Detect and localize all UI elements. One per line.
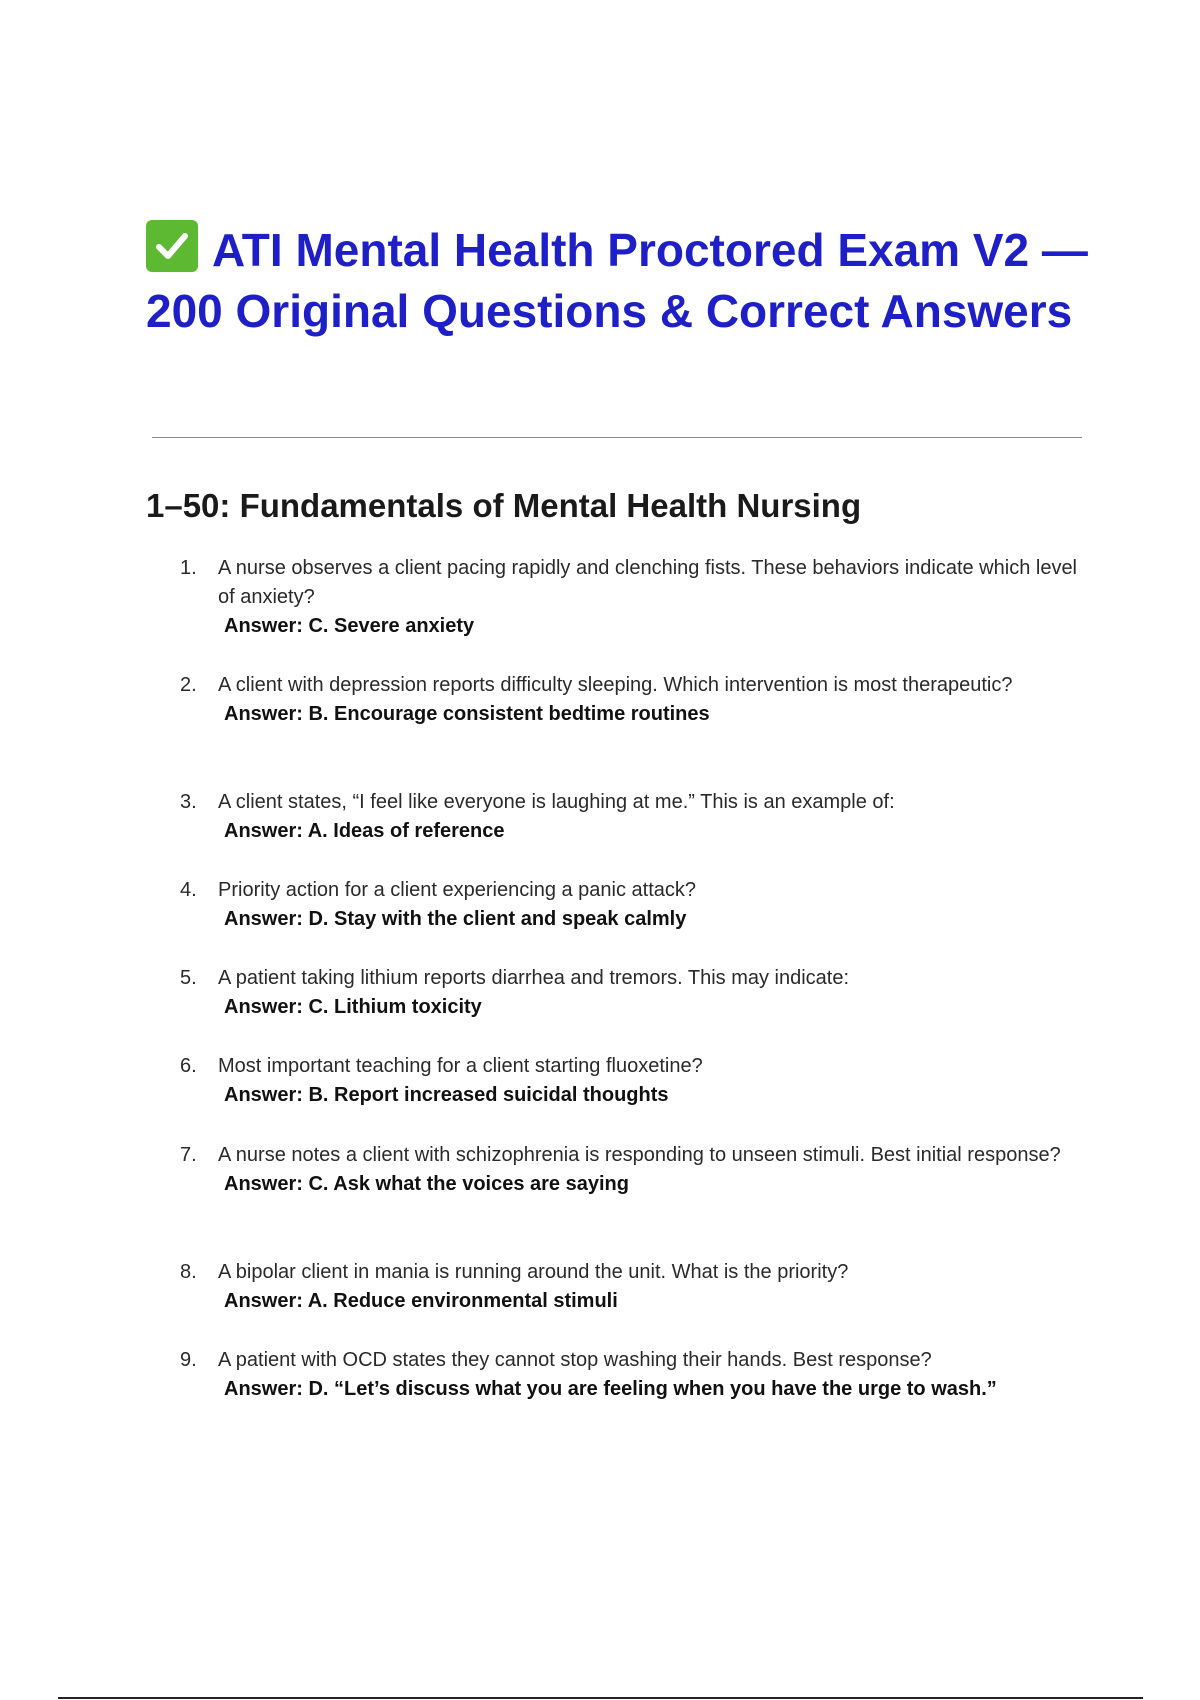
question-number: 6. xyxy=(180,1055,197,1077)
question-answer: Answer: C. Lithium toxicity xyxy=(224,996,482,1018)
question-text: Most important teaching for a client starting fluoxetine? xyxy=(218,1055,703,1077)
question-text: A nurse observes a client pacing rapidly and clenching fists. These behaviors indicate which level of anxiety? xyxy=(218,557,1078,608)
question-text: A patient taking lithium reports diarrhea and tremors. This may indicate: xyxy=(218,967,850,989)
question-text: A bipolar client in mania is running around the unit. What is the priority? xyxy=(218,1261,849,1283)
page-bottom-border xyxy=(58,1697,1143,1699)
question-number: 5. xyxy=(180,967,197,989)
question-answer: Answer: C. Severe anxiety xyxy=(224,615,475,637)
question-answer: Answer: D. “Let’s discuss what you are feeling when you have the urge to wash.” xyxy=(224,1378,997,1400)
question-answer: Answer: A. Reduce environmental stimuli xyxy=(224,1290,618,1312)
question-number: 4. xyxy=(180,879,197,901)
question-number: 7. xyxy=(180,1144,197,1166)
question-number: 3. xyxy=(180,791,197,813)
horizontal-divider xyxy=(152,437,1082,438)
question-text: A patient with OCD states they cannot stop washing their hands. Best response? xyxy=(218,1349,932,1371)
question-number: 1. xyxy=(180,557,197,579)
question-answer: Answer: A. Ideas of reference xyxy=(224,820,505,842)
question-answer: Answer: C. Ask what the voices are saying xyxy=(224,1173,629,1195)
question-answer: Answer: D. Stay with the client and speak calmly xyxy=(224,908,687,930)
document-title xyxy=(146,220,1106,342)
question-number: 9. xyxy=(180,1349,197,1371)
document-title-text: ATI Mental Health Proctored Exam V2 — 200 Original Questions & Correct Answers xyxy=(146,224,1088,337)
question-number: 8. xyxy=(180,1261,197,1283)
question-text: Priority action for a client experiencing a panic attack? xyxy=(218,879,697,901)
question-text: A client states, “I feel like everyone is laughing at me.” This is an example of: xyxy=(218,791,895,813)
question-text: A nurse notes a client with schizophrenia is responding to unseen stimuli. Best initial response? xyxy=(218,1144,1061,1166)
section-heading: 1–50: Fundamentals of Mental Health Nursing xyxy=(146,487,862,524)
check-mark-button-icon xyxy=(146,220,198,272)
question-answer: Answer: B. Report increased suicidal thoughts xyxy=(224,1084,669,1106)
question-answer: Answer: B. Encourage consistent bedtime routines xyxy=(224,703,710,725)
question-number: 2. xyxy=(180,674,197,696)
question-text: A client with depression reports difficulty sleeping. Which intervention is most therapeutic? xyxy=(218,674,1013,696)
